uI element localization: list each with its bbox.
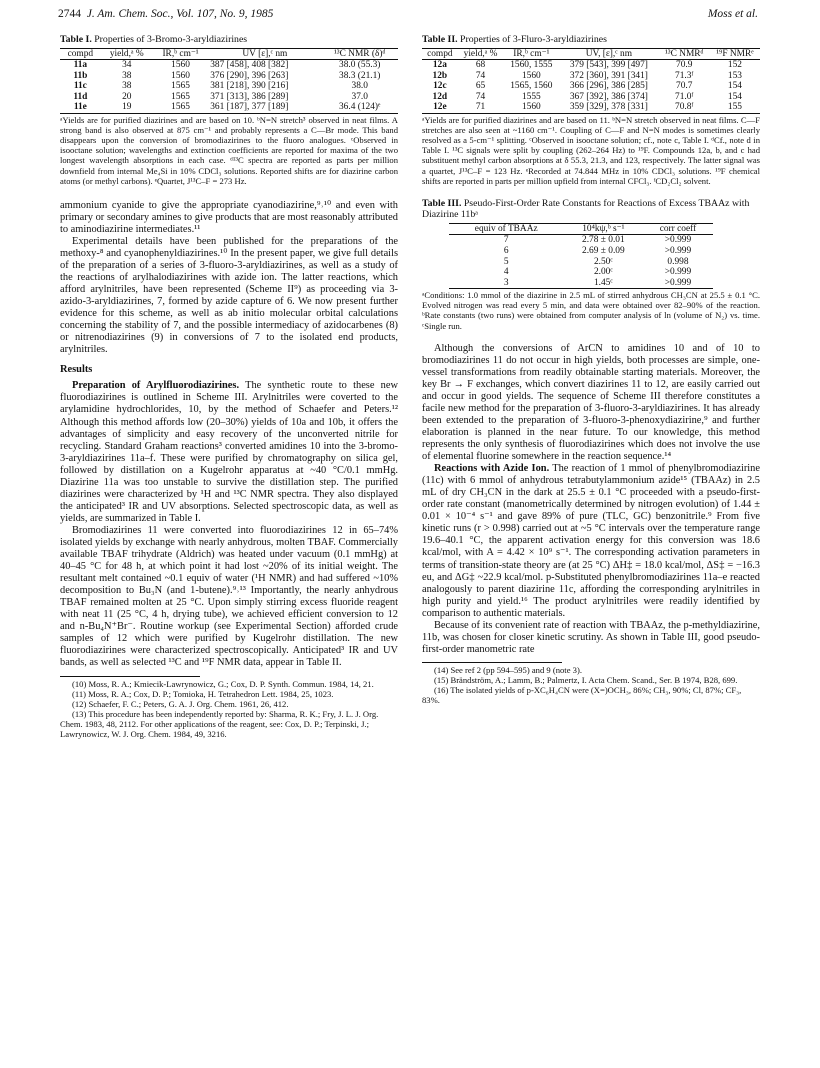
table-2-grid xyxy=(422,48,760,115)
table-cell: 34 xyxy=(122,60,132,71)
table-cell: >0.999 xyxy=(664,235,692,246)
table-cell: 7 xyxy=(503,235,509,246)
table-cell: 38 xyxy=(122,81,132,92)
table-cell: 2.78 ± 0.01 xyxy=(582,235,625,246)
table-cell: 74 xyxy=(475,70,486,81)
column-header: UV [ε],ᶜ nm xyxy=(242,48,288,59)
table-cell: 2.50ᶜ xyxy=(593,256,613,267)
right-references xyxy=(422,665,760,705)
table-cell: 1565 xyxy=(171,81,190,92)
table-cell: 1560 xyxy=(521,102,541,113)
paragraph-text: Experimental details have been published for the preparations of the methoxy-⁸ and cyanophenyldiazirines.¹⁰ In the present paper, we give full details of the preparation of a series of 3-fluoro-3-aryldiazirines, as well as a study of the reactions of arylhalodiazirines with azide ion. The latter reactions, which afford arylnitriles, have been represented (Scheme II⁹) as proceeding via 3-azido-3-aryldiazirines, 7, formed by azide capture of 6. We now present further evidence for this scheme, as well as ab initio molecular orbital calculations concerning the stability of 7, and the possible intermediacy of azidocarbenes (8) or nitrenodiazirines (9) in conversions of 7 to the isolated end products, arylnitriles. xyxy=(60,235,398,356)
paragraph xyxy=(422,620,760,656)
table-cell: 1560, 1555 xyxy=(510,60,553,71)
table-cell: 359 [329], 378 [331] xyxy=(569,102,648,113)
table-cell: 1565, 1560 xyxy=(510,81,553,92)
table-cell: 387 [458], 408 [382] xyxy=(210,60,289,71)
table-cell: 379 [543], 399 [497] xyxy=(569,60,648,71)
table-cell: 70.7 xyxy=(676,81,693,92)
table-cell: 38.0 (55.3) xyxy=(339,60,381,71)
table-3-caption: Table III. Pseudo-First-Order Rate Constants for Reactions of Excess TBAAz with Diazirine 11bᵃ xyxy=(422,197,750,221)
right-body-text xyxy=(422,343,760,656)
table-row xyxy=(60,102,398,113)
table-row xyxy=(449,278,713,289)
table-cell: 0.998 xyxy=(667,256,689,267)
table-cell: 38.0 xyxy=(351,81,368,92)
left-references xyxy=(60,679,398,740)
table-cell: 12c xyxy=(433,81,447,92)
table-cell: 371 [313], 386 [289] xyxy=(210,91,289,102)
column-header: compd xyxy=(67,48,94,59)
table-cell: 1560 xyxy=(171,70,190,81)
table-3-footnote: ᵃConditions: 1.0 mmol of the diazirine in 2.5 mL of stirred anhydrous CH₃CN at 25.5 ± 0.1 °C. Evolved nitrogen was read every 5 min, and data were obtained over 82–90% of the reaction. ᵇRate constants (two runs) were obtained from computer analysis of ln (volume of N₂) vs. time. ᶜSingle run. xyxy=(422,290,760,331)
table-cell: 36.4 (124)ᵉ xyxy=(338,102,381,113)
table-cell: 2.69 ± 0.09 xyxy=(582,245,625,256)
paragraph-lead: Reactions with Azide Ion. xyxy=(434,463,550,475)
table-cell: 71.0ᶠ xyxy=(675,91,694,102)
table-cell: 12b xyxy=(432,70,448,81)
paragraph-text: Because of its convenient rate of reaction with TBAAz, the p-methyldiazirine, 11b, was chosen for closer kinetic scrutiny. As shown in Table III, good pseudo-first-order manometric rate xyxy=(422,619,760,655)
left-body-text xyxy=(60,200,398,670)
paragraph xyxy=(60,525,398,670)
table-row xyxy=(422,102,760,113)
table-cell: 65 xyxy=(475,81,486,92)
column-header: yield,ᵃ % xyxy=(109,48,144,59)
table-cell: 366 [296], 386 [285] xyxy=(569,81,648,92)
column-header: corr coeff xyxy=(659,223,697,234)
paragraph xyxy=(60,200,398,236)
table-3 xyxy=(422,198,760,331)
table-cell: 68 xyxy=(475,60,486,71)
table-cell: 11c xyxy=(73,81,87,92)
table-cell: 367 [392], 386 [374] xyxy=(569,91,648,102)
table-row xyxy=(449,267,713,278)
page-header xyxy=(58,8,758,24)
footnote-rule xyxy=(60,676,200,677)
right-column xyxy=(422,34,760,705)
table-row xyxy=(422,81,760,92)
table-2-footnote: ᵃYields are for purified diazirines and are based on 11. ᵇN=N stretch observed in neat films. C—F stretches are also seen at ~1160 cm⁻¹. Coupling of C—F and N=N modes is sometimes clearly resolved as a 5-cm⁻¹ splitting. ᶜObserved in isooctane solution; cf., note c, Table I. ᵈCf., note d in Table I. ¹³C signals were split by coupling (262–264 Hz) to ¹⁹F. Compounds 12a, b, and c had substituent methyl carbon absorptions at δ 55.3, 21.3, and 123, respectively. The latter signal was a quartet, J¹³C–F = 123 Hz. ᵉRecorded at 74.844 MHz in 10% CDCl₃ solutions. ¹⁹F chemical shifts are reported in parts per million upfield from internal CFCl₃. ᶠCD₂Cl₂ solvent. xyxy=(422,115,760,186)
table-1-footnote: ᵃYields are for purified diazirines and are based on 10. ᵇN=N stretch³ observed in neat films. A strong band is also observed at 875 cm⁻¹ and probably represents a C—Br mode. This band disappears upon the conversion of bromodiazirines to the fluoro analogues. ᶜObserved in isooctane solution; wavelengths and extinction coefficients are reported for maxima of the two longest wavelength absorptions in each case. ᵈ¹³C spectra are reported as parts per million downfield from internal Me₄Si in 10% CDCl₃ solutions. Reported shifts are for diazirine carbon atoms (or methyl carbons). ᵉQuartet, J¹³C–F = 273 Hz. xyxy=(60,115,398,186)
table-row xyxy=(422,71,760,82)
table-cell: 71 xyxy=(475,102,486,113)
column-header: ¹³C NMRᵈ xyxy=(664,48,704,59)
column-header: equiv of TBAAz xyxy=(474,223,538,234)
table-cell: 11a xyxy=(73,60,88,71)
table-cell: 1560 xyxy=(171,60,190,71)
left-column xyxy=(60,34,398,739)
table-cell: 12e xyxy=(433,102,447,113)
authors: Moss et al. xyxy=(707,8,758,20)
table-row xyxy=(60,71,398,82)
table-3-grid xyxy=(449,223,713,290)
table-2-caption: Table II. Properties of 3-Fluro-3-aryldiazirines xyxy=(422,34,607,45)
table-cell: 70.8ᶠ xyxy=(675,102,694,113)
table-cell: 372 [360], 391 [341] xyxy=(569,70,648,81)
table-cell: >0.999 xyxy=(664,267,692,278)
column-header: UV, [ε],ᶜ nm xyxy=(585,48,632,59)
table-cell: 11b xyxy=(73,70,88,81)
table-cell: 71.3ᶠ xyxy=(675,70,694,81)
table-1-caption: Table I. Properties of 3-Bromo-3-aryldiazirines xyxy=(60,34,248,45)
table-row xyxy=(422,60,760,71)
table-2 xyxy=(422,34,760,186)
table-cell: 2.00ᶜ xyxy=(593,267,613,278)
table-cell: 155 xyxy=(727,102,742,113)
paragraph xyxy=(422,463,760,620)
table-cell: 70.9 xyxy=(676,60,693,71)
reference-note: (11) Moss, R. A.; Cox, D. P.; Tomioka, H. Tetrahedron Lett. 1984, 25, 1023. xyxy=(72,688,334,699)
paragraph-text: Bromodiazirines 11 were converted into fluorodiazirines 12 in 65–74% isolated yields by exchange with nearly anhydrous, molten TBAF. Commercially available TBAF trihydrate (Aldrich) was heated under vacuum (0.1 mmHg) at 40–45 °C for 48 h, at which point it had lost ~20% of its initial weight. The resultant melt contained ~0.1 equiv of water (¹H NMR) and had suffered ~10% decomposition to Bu₃N (and 1-butene).⁹˒¹³ Importantly, the nearly anhydrous TBAF remained molten at 25 °C. Upon simply stirring excess fluoride reagent with neat 11 (25 °C, 4 h, drying tube), we achieved efficient conversion to 12 and n-Bu₄N⁺Br⁻. Routine workup (see Experimental Section) afforded crude samples of 12 which were purified by Kugelrohr distillation. The new fluorodiazirines were characterized spectroscopically. Anticipated³ IR and UV bands, as well as selected ¹³C and ¹⁹F NMR data, appear in Table II. xyxy=(60,524,398,669)
reference-note: (15) Brändström, A.; Lamm, B.; Palmertz, I. Acta Chem. Scand., Ser. B 1974, B28, 699. xyxy=(434,674,738,685)
paragraph-text: The synthetic route to these new fluorodiazirines is outlined in Scheme III. Arylnitriles were coverted to the arylamidine hydrochlorides, 10, by the method of Schaefer and Peters.¹² Although this method affords low (20–30%) yields of 10a and 10b, it offers the advantages of simplicity and easy recovery of the unconverted nitrile for recycling. Standard Graham reactions³ converted amidines 10 into the 3-bromo-3-aryldiazirines 11a–f. These were purified by chromatography on silica gel, followed by distillation on a Kugelrohr apparatus at ~40 °C/0.1 mmHg. Diazirine 11a was too unstable to survive the distillation step. The purified diazirines were characterized by ¹H and ¹³C NMR spectra. They also displayed the anticipated³ IR and UV absorptions. Selected spectroscopic data, as well as yields, are summarized in Table I. xyxy=(60,380,398,524)
table-cell: 152 xyxy=(727,60,742,71)
table-row xyxy=(449,257,713,268)
column-header: compd xyxy=(427,48,453,59)
table-cell: 74 xyxy=(475,91,486,102)
reference-note: (10) Moss, R. A.; Kmiecik-Lawrynowicz, G.; Cox, D. P. Synth. Commun. 1984, 14, 21. xyxy=(72,678,374,689)
table-row xyxy=(60,81,398,92)
table-row xyxy=(422,92,760,103)
column-header: 10⁴kψ,ᵇ s⁻¹ xyxy=(582,223,625,234)
table-cell: 11d xyxy=(73,91,88,102)
paragraph xyxy=(60,236,398,356)
table-cell: 153 xyxy=(727,70,742,81)
reference-note: (16) The isolated yields of p-XC₆H₄CN were (X=)OCH₃, 86%; CH₃, 90%; Cl, 87%; CF₃, 83%. xyxy=(422,685,742,706)
table-cell: 381 [218], 390 [216] xyxy=(210,81,289,92)
paragraph xyxy=(422,343,760,463)
table-cell: 154 xyxy=(727,81,742,92)
paragraph xyxy=(60,380,398,525)
reference-note: (13) This procedure has been independently reported by: Sharma, R. K.; Fry, J. L. J. Org. Chem. 1983, 48, 2112. For other applications of the reagent, see: Cox, D. P.; Terpinski, J.; Lawrynowicz, W. J. Org. Chem. 1984, 49, 3216. xyxy=(60,708,379,739)
table-cell: 12d xyxy=(432,91,448,102)
table-cell: 37.0 xyxy=(351,91,368,102)
table-cell: 12a xyxy=(432,60,447,71)
table-1-grid xyxy=(60,48,398,115)
table-cell: 11e xyxy=(73,102,87,113)
reference-note: (14) See ref 2 (pp 594–595) and 9 (note 3). xyxy=(434,664,582,675)
table-cell: 1.45ᶜ xyxy=(593,277,613,288)
table-1 xyxy=(60,34,398,186)
paragraph-lead: Preparation of Arylfluorodiazirines. xyxy=(72,380,240,392)
table-cell: 154 xyxy=(727,91,742,102)
table-cell: >0.999 xyxy=(664,277,692,288)
table-cell: 361 [187], 377 [189] xyxy=(210,102,289,113)
paragraph-text: The reaction of 1 mmol of phenylbromodiazirine (11c) with 6 mmol of anhydrous tetrabutylammonium azide¹⁵ (TBAAz) in 2.5 mL of dry CH₃CN in the dark at 25.5 ± 0.1 °C proceeded with a pseudo-first-order rate constant (manometrically determined by nitrogen evolution) of 1.44 ± 0.01 × 10⁻⁴ s⁻¹ and gave 89% of pure (TLC, GC) benzonitrile.⁹ From five kinetic runs (r > 0.998) carried out at ~5 °C intervals over the temperature range 19.6–40.1 °C, the apparent activation energy for this conversion was 18.6 kcal/mol, with A = 4.42 × 10⁹ s⁻¹. The corresponding activation parameters in terms of transition-state theory are (at 25 °C) ΔH‡ = 18.0 kcal/mol, ΔS‡ = −16.3 eu, and ΔG‡ ~22.9 kcal/mol. p-Substituted phenylbromodiazirines 11a–e reacted analogously to parent diazirine 11c, affording the corresponding arylnitriles in high purity and yield.¹⁶ The product arylnitriles were readily identified by comparison to authentic materials. xyxy=(422,463,760,619)
journal-citation: 2744 J. Am. Chem. Soc., Vol. 107, No. 9, 1985 xyxy=(58,8,274,20)
table-row xyxy=(449,235,713,246)
table-cell: 38 xyxy=(122,70,132,81)
table-cell: 20 xyxy=(122,91,132,102)
reference-note: (12) Schaefer, F. C.; Peters, G. A. J. Org. Chem. 1961, 26, 412. xyxy=(72,698,289,709)
table-cell: 38.3 (21.1) xyxy=(339,70,381,81)
table-cell: >0.999 xyxy=(664,245,692,256)
table-cell: 5 xyxy=(503,256,509,267)
section-heading: Results xyxy=(60,364,93,376)
table-cell: 1565 xyxy=(171,102,190,113)
column-header: IR,ᵇ cm⁻¹ xyxy=(513,48,550,59)
column-header: IR,ᵇ cm⁻¹ xyxy=(162,48,199,59)
table-cell: 19 xyxy=(122,102,132,113)
footnote-rule-right xyxy=(422,662,562,663)
table-row xyxy=(60,92,398,103)
table-cell: 1555 xyxy=(521,91,541,102)
column-header: yield,ᵃ % xyxy=(463,48,498,59)
table-cell: 376 [290], 396 [263] xyxy=(210,70,289,81)
table-cell: 3 xyxy=(503,277,509,288)
table-cell: 6 xyxy=(503,245,509,256)
column-header: ¹³C NMR (δ)ᵈ xyxy=(333,48,386,59)
table-row xyxy=(449,246,713,257)
paragraph-text: ammonium cyanide to give the appropriate cyanodiazirine,⁹˒¹⁰ and even with primary or secondary amines to give products that are most reasonably attributed to aminodiazirine intermediates.¹¹ xyxy=(60,199,398,235)
table-cell: 4 xyxy=(503,267,509,278)
column-header: ¹⁹F NMRᵉ xyxy=(716,48,754,59)
table-cell: 1565 xyxy=(171,91,190,102)
table-cell: 1560 xyxy=(521,70,541,81)
paragraph-text: Although the conversions of ArCN to amidines 10 and of 10 to bromodiazirines 11 do not occur in high yields, both processes are simple, one-vessel transformations from readily obtainable starting materials. Moreover, the key Br → F exchanges, which convert diazirines 11 to 12, are easily carried out and occur in good yields. The sequence of Scheme III therefore constitutes a facile new method for the preparation of 3-fluoro-3-aryldiazirines. It has already been extended to the preparation of 3-fluoro-3-phenoxydiazirine,⁹ and further elaboration is planned in the near future. To our knowledge, this method represents the only synthesis of fluorodiazirines which does not involve the use of elemental fluorine somewhere in the reaction sequence.¹⁴ xyxy=(422,342,760,463)
table-row xyxy=(60,60,398,71)
